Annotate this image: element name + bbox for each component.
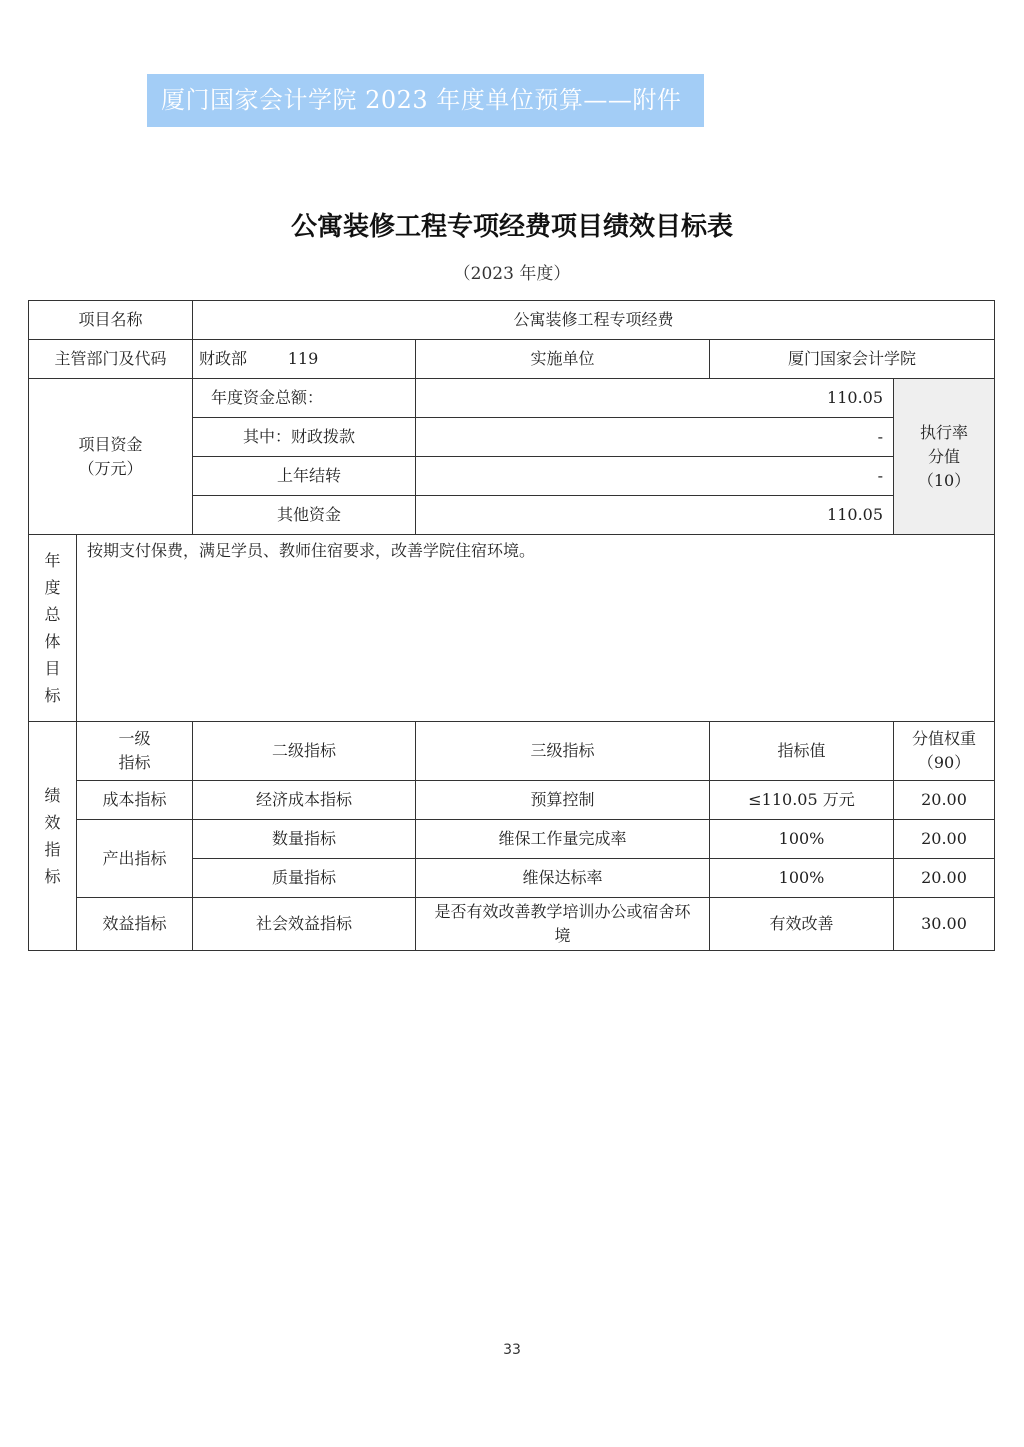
carryover-value: - (416, 457, 894, 496)
funds-label (29, 379, 193, 535)
annual-goal-label (29, 535, 77, 722)
rate-line3: （10） (917, 470, 971, 490)
row-level1: 产出指标 (77, 820, 193, 898)
header-weight-line2: （90） (917, 753, 971, 772)
row-value: 有效改善 (710, 898, 894, 951)
row-weight: 20.00 (894, 781, 995, 820)
rate-line2: 分值 (928, 446, 961, 466)
total-funds-label: 年度资金总额： (193, 379, 416, 418)
row-level2: 社会效益指标 (193, 898, 416, 951)
perf-char: 指 (44, 840, 61, 859)
carryover-label: 上年结转 (193, 457, 416, 496)
project-name-value: 公寓装修工程专项经费 (193, 301, 995, 340)
impl-value: 厦门国家会计学院 (710, 340, 995, 379)
perf-char: 效 (44, 813, 61, 832)
perf-char: 标 (44, 867, 61, 886)
header-weight (894, 722, 995, 781)
page-title: 公寓装修工程专项经费项目绩效目标表 (290, 212, 733, 242)
row-level3: 维保达标率 (416, 859, 710, 898)
perf-char: 绩 (44, 786, 61, 805)
goal-char: 标 (44, 686, 61, 705)
row-value: ≤110.05 万元 (710, 781, 894, 820)
header-level1 (77, 722, 193, 781)
fiscal-funds-label: 其中：财政拨款 (193, 418, 416, 457)
header-level1-line2: 指标 (118, 753, 151, 772)
table-row (29, 898, 995, 951)
row-level3: 预算控制 (416, 781, 710, 820)
funds-label-line2: （万元） (78, 458, 143, 478)
table-row (29, 722, 995, 781)
table-row (29, 820, 995, 859)
goal-char: 总 (44, 605, 61, 624)
page-number: 33 (503, 1342, 521, 1358)
other-funds-value: 110.05 (416, 496, 894, 535)
table-row (29, 301, 995, 340)
dept-label: 主管部门及代码 (29, 340, 193, 379)
header-level1-line1: 一级 (118, 729, 151, 748)
funds-label-line1: 项目资金 (78, 434, 143, 454)
header-level2: 二级指标 (193, 722, 416, 781)
goal-char: 年 (44, 551, 61, 570)
total-funds-value: 110.05 (416, 379, 894, 418)
dept-value: 财政部 119 (193, 340, 416, 379)
row-level3: 维保工作量完成率 (416, 820, 710, 859)
header-value: 指标值 (710, 722, 894, 781)
header-level3: 三级指标 (416, 722, 710, 781)
row-level2: 经济成本指标 (193, 781, 416, 820)
impl-label: 实施单位 (416, 340, 710, 379)
header-banner: 厦门国家会计学院 2023 年度单位预算——附件 (147, 74, 704, 127)
row-level2: 数量指标 (193, 820, 416, 859)
row-level3-line2: 境 (554, 926, 571, 945)
table-row (29, 340, 995, 379)
row-level1: 成本指标 (77, 781, 193, 820)
row-value: 100% (710, 859, 894, 898)
row-level3-line1: 是否有效改善教学培训办公或宿舍环 (434, 902, 691, 921)
table-row (29, 379, 995, 418)
row-level2: 质量指标 (193, 859, 416, 898)
goal-char: 体 (44, 632, 61, 651)
annual-goal-text: 按期支付保费，满足学员、教师住宿要求，改善学院住宿环境。 (77, 535, 995, 722)
rate-line1: 执行率 (920, 422, 969, 442)
performance-target-table (28, 300, 995, 951)
header-weight-line1: 分值权重 (912, 729, 977, 748)
goal-char: 度 (44, 578, 61, 597)
page-subtitle: （2023 年度） (453, 264, 571, 284)
row-value: 100% (710, 820, 894, 859)
row-level1: 效益指标 (77, 898, 193, 951)
fiscal-funds-value: - (416, 418, 894, 457)
row-weight: 20.00 (894, 859, 995, 898)
table-row (29, 781, 995, 820)
goal-char: 目 (44, 659, 61, 678)
performance-label (29, 722, 77, 951)
execution-rate-cell (894, 379, 995, 535)
row-level3 (416, 898, 710, 951)
table-row (29, 535, 995, 722)
row-weight: 30.00 (894, 898, 995, 951)
row-weight: 20.00 (894, 820, 995, 859)
other-funds-label: 其他资金 (193, 496, 416, 535)
project-name-label: 项目名称 (29, 301, 193, 340)
